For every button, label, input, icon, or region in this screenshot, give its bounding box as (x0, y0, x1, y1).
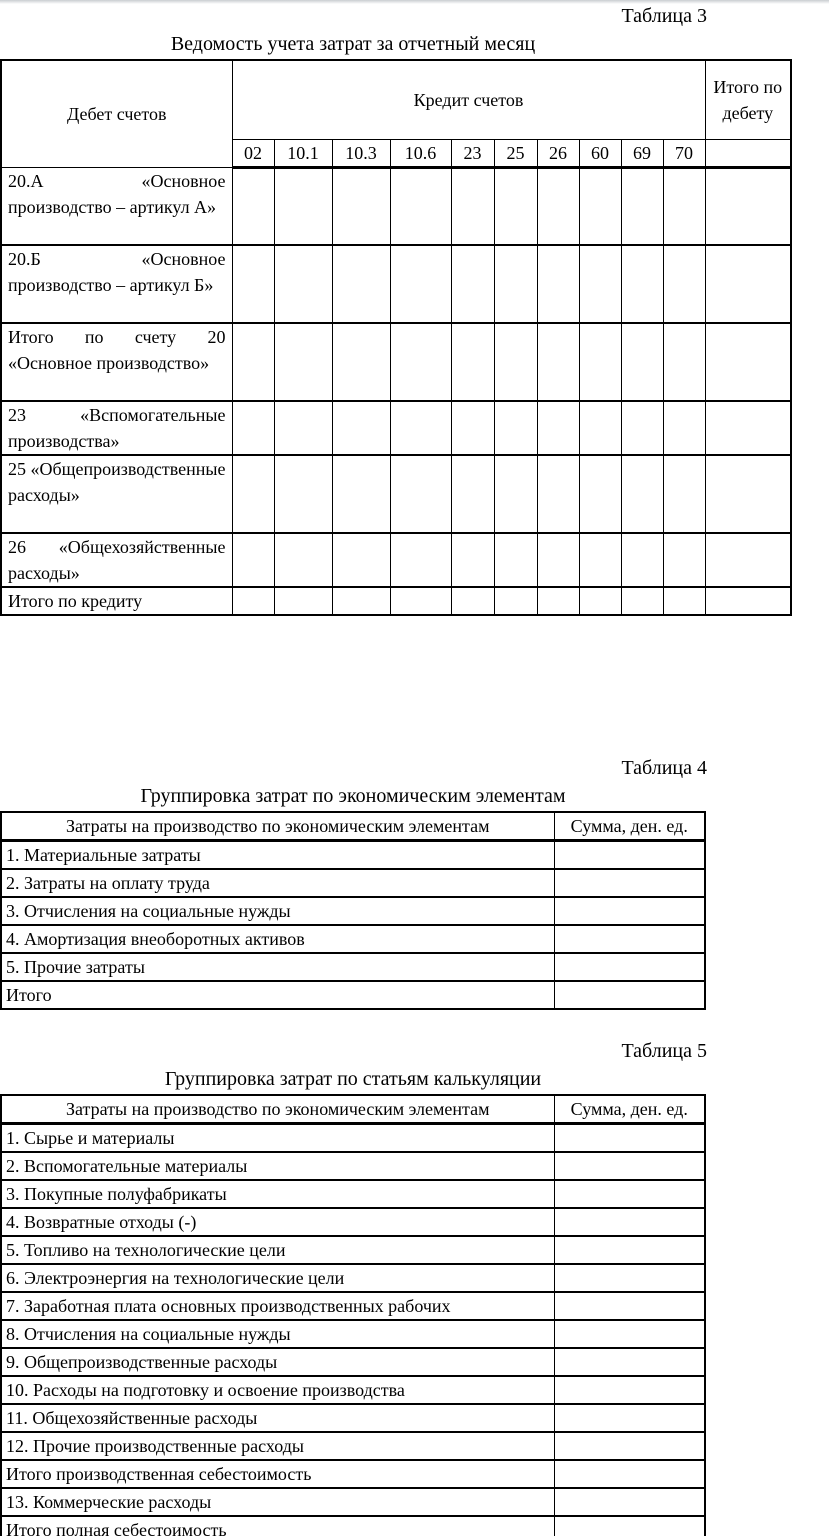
empty-cell (554, 1124, 705, 1153)
empty-cell (554, 1236, 705, 1264)
table-row (1, 1180, 705, 1208)
row-label: 10. Расходы на подготовку и освоение производства (1, 1376, 554, 1404)
empty-cell (554, 925, 705, 953)
empty-cell (390, 167, 451, 245)
table-row (1, 401, 791, 455)
row-label: 12. Прочие производственные расходы (1, 1432, 554, 1460)
empty-cell (554, 1460, 705, 1488)
table3-header-row (1, 60, 791, 139)
empty-cell (274, 245, 332, 323)
empty-cell (451, 455, 494, 533)
empty-cell (537, 245, 579, 323)
page-top-edge (0, 0, 829, 4)
empty-cell (554, 1432, 705, 1460)
empty-cell (537, 587, 579, 615)
empty-cell (332, 455, 390, 533)
empty-cell (554, 1208, 705, 1236)
empty-cell (554, 1488, 705, 1516)
empty-cell (494, 587, 537, 615)
table4-header-row (1, 812, 705, 841)
row-label: 1. Материальные затраты (1, 841, 554, 870)
empty-cell (390, 533, 451, 587)
cost-elements-table (0, 811, 706, 1010)
empty-cell (705, 167, 791, 245)
empty-cell (663, 533, 705, 587)
table-row (1, 1432, 705, 1460)
empty-cell (621, 323, 663, 401)
row-label: Итого по кредиту (1, 587, 232, 615)
account-number: 10.3 (332, 139, 390, 167)
empty-cell (274, 533, 332, 587)
empty-cell (451, 323, 494, 401)
empty-cell (494, 167, 537, 245)
account-number: 10.1 (274, 139, 332, 167)
row-label: 4. Возвратные отходы (-) (1, 1208, 554, 1236)
empty-cell (705, 323, 791, 401)
empty-cell (663, 587, 705, 615)
row-label: 8. Отчисления на социальные нужды (1, 1320, 554, 1348)
empty-cell (554, 1152, 705, 1180)
column-header-sum: Сумма, ден. ед. (554, 812, 705, 841)
empty-cell (494, 401, 537, 455)
empty-cell (537, 323, 579, 401)
table-row (1, 1376, 705, 1404)
row-label: 20.Б «Основное производство – артикул Б» (1, 245, 232, 323)
empty-cell (451, 587, 494, 615)
table-row (1, 533, 791, 587)
empty-cell (451, 533, 494, 587)
empty-cell (274, 401, 332, 455)
empty-cell (554, 1264, 705, 1292)
table-row (1, 1460, 705, 1488)
table4-caption: Таблица 4 (621, 757, 707, 779)
row-label: 3. Отчисления на социальные нужды (1, 897, 554, 925)
empty-cell (390, 401, 451, 455)
empty-cell (554, 1516, 705, 1536)
empty-cell (390, 245, 451, 323)
empty-cell (705, 533, 791, 587)
empty-cell (579, 533, 621, 587)
empty-cell (621, 401, 663, 455)
empty-cell (554, 1376, 705, 1404)
table-row (1, 1488, 705, 1516)
empty-cell (705, 245, 791, 323)
table-row (1, 1292, 705, 1320)
empty-cell (554, 897, 705, 925)
row-label: 6. Электроэнергия на технологические цели (1, 1264, 554, 1292)
column-header-sum: Сумма, ден. ед. (554, 1095, 705, 1124)
empty-cell (554, 1292, 705, 1320)
row-label: 5. Топливо на технологические цели (1, 1236, 554, 1264)
column-header-item: Затраты на производство по экономическим элементам (1, 1095, 554, 1124)
empty-cell (554, 841, 705, 870)
empty-cell (621, 587, 663, 615)
table-row (1, 1320, 705, 1348)
row-label: 7. Заработная плата основных производственных рабочих (1, 1292, 554, 1320)
empty-cell (579, 587, 621, 615)
spacer (0, 1010, 829, 1040)
row-label: 11. Общехозяйственные расходы (1, 1404, 554, 1432)
column-header-total-debit: Итого по дебету (705, 60, 791, 139)
empty-cell (232, 245, 274, 323)
empty-cell (274, 587, 332, 615)
empty-cell (554, 1404, 705, 1432)
empty-cell (390, 587, 451, 615)
table-row (1, 587, 791, 615)
table-row (1, 841, 705, 870)
table-row (1, 455, 791, 533)
empty-cell (663, 455, 705, 533)
table-row (1, 1348, 705, 1376)
empty-cell (621, 167, 663, 245)
row-label: 1. Сырье и материалы (1, 1124, 554, 1153)
empty-cell (232, 167, 274, 245)
empty-cell (332, 167, 390, 245)
row-label: 13. Коммерческие расходы (1, 1488, 554, 1516)
empty-cell (232, 401, 274, 455)
table5-title: Группировка затрат по статьям калькуляции (164, 1068, 542, 1090)
empty-cell (494, 245, 537, 323)
row-label: 2. Затраты на оплату труда (1, 869, 554, 897)
row-label: 5. Прочие затраты (1, 953, 554, 981)
table5-caption: Таблица 5 (621, 1040, 707, 1062)
table-row (1, 1264, 705, 1292)
empty-cell (494, 323, 537, 401)
empty-cell (554, 869, 705, 897)
empty-cell (554, 1348, 705, 1376)
empty-cell (554, 1180, 705, 1208)
table-row (1, 1208, 705, 1236)
empty-cell (232, 323, 274, 401)
empty-cell (579, 167, 621, 245)
empty-cell (554, 981, 705, 1009)
empty-cell (332, 587, 390, 615)
account-number: 02 (232, 139, 274, 167)
empty-cell (332, 533, 390, 587)
table-row (1, 925, 705, 953)
empty-cell (274, 167, 332, 245)
empty-cell (390, 455, 451, 533)
empty-cell (663, 167, 705, 245)
empty-cell (554, 953, 705, 981)
empty-cell (332, 401, 390, 455)
empty-cell (232, 533, 274, 587)
empty-cell (332, 323, 390, 401)
empty-cell (705, 587, 791, 615)
empty-cell (579, 323, 621, 401)
empty-cell (705, 401, 791, 455)
row-label: 20.А «Основное производство – артикул А» (1, 167, 232, 245)
table4-title: Группировка затрат по экономическим элементам (140, 785, 566, 807)
empty-cell (537, 167, 579, 245)
table-row (1, 1236, 705, 1264)
row-label: 26 «Общехозяйственные расходы» (1, 533, 232, 587)
empty-cell (621, 455, 663, 533)
empty-cell (451, 245, 494, 323)
empty-cell (579, 455, 621, 533)
empty-cell (554, 1320, 705, 1348)
empty-cell (232, 587, 274, 615)
empty-cell (274, 455, 332, 533)
empty-cell (332, 245, 390, 323)
column-header-item: Затраты на производство по экономическим элементам (1, 812, 554, 841)
empty-cell (663, 401, 705, 455)
row-label: 23 «Вспомогательные производства» (1, 401, 232, 455)
table-row (1, 323, 791, 401)
account-number: 10.6 (390, 139, 451, 167)
row-label: Итого производственная себестоимость (1, 1460, 554, 1488)
empty-cell (451, 401, 494, 455)
empty-header-cell (705, 139, 791, 167)
table5-header-row (1, 1095, 705, 1124)
row-label: 25 «Общепроизводственные расходы» (1, 455, 232, 533)
account-number: 26 (537, 139, 579, 167)
table-row (1, 981, 705, 1009)
table-row (1, 897, 705, 925)
row-label: 9. Общепроизводственные расходы (1, 1348, 554, 1376)
account-number: 69 (621, 139, 663, 167)
table-row (1, 953, 705, 981)
account-number: 25 (494, 139, 537, 167)
cost-statement-table (0, 59, 792, 616)
empty-cell (705, 455, 791, 533)
table3-title: Ведомость учета затрат за отчетный месяц (170, 33, 536, 55)
empty-cell (390, 323, 451, 401)
empty-cell (621, 245, 663, 323)
empty-cell (537, 533, 579, 587)
table-row (1, 869, 705, 897)
table-row (1, 1404, 705, 1432)
row-label: Итого по счету 20 «Основное производство» (1, 323, 232, 401)
table-row (1, 1124, 705, 1153)
table3-caption: Таблица 3 (621, 5, 707, 27)
table-row (1, 167, 791, 245)
empty-cell (537, 455, 579, 533)
row-label: 2. Вспомогательные материалы (1, 1152, 554, 1180)
empty-cell (537, 401, 579, 455)
account-number: 70 (663, 139, 705, 167)
column-header-credit: Кредит счетов (232, 60, 705, 139)
account-number: 60 (579, 139, 621, 167)
costing-items-table (0, 1094, 706, 1536)
empty-cell (663, 323, 705, 401)
row-label: Итого полная себестоимость (1, 1516, 554, 1536)
empty-cell (494, 533, 537, 587)
empty-cell (579, 245, 621, 323)
row-label: 4. Амортизация внеоборотных активов (1, 925, 554, 953)
table-row (1, 1152, 705, 1180)
empty-cell (232, 455, 274, 533)
table-row (1, 245, 791, 323)
column-header-debit: Дебет счетов (1, 60, 232, 167)
spacer (0, 616, 829, 757)
table-row (1, 1516, 705, 1536)
row-label: Итого (1, 981, 554, 1009)
empty-cell (663, 245, 705, 323)
row-label: 3. Покупные полуфабрикаты (1, 1180, 554, 1208)
empty-cell (274, 323, 332, 401)
empty-cell (579, 401, 621, 455)
account-number: 23 (451, 139, 494, 167)
empty-cell (451, 167, 494, 245)
empty-cell (621, 533, 663, 587)
empty-cell (494, 455, 537, 533)
